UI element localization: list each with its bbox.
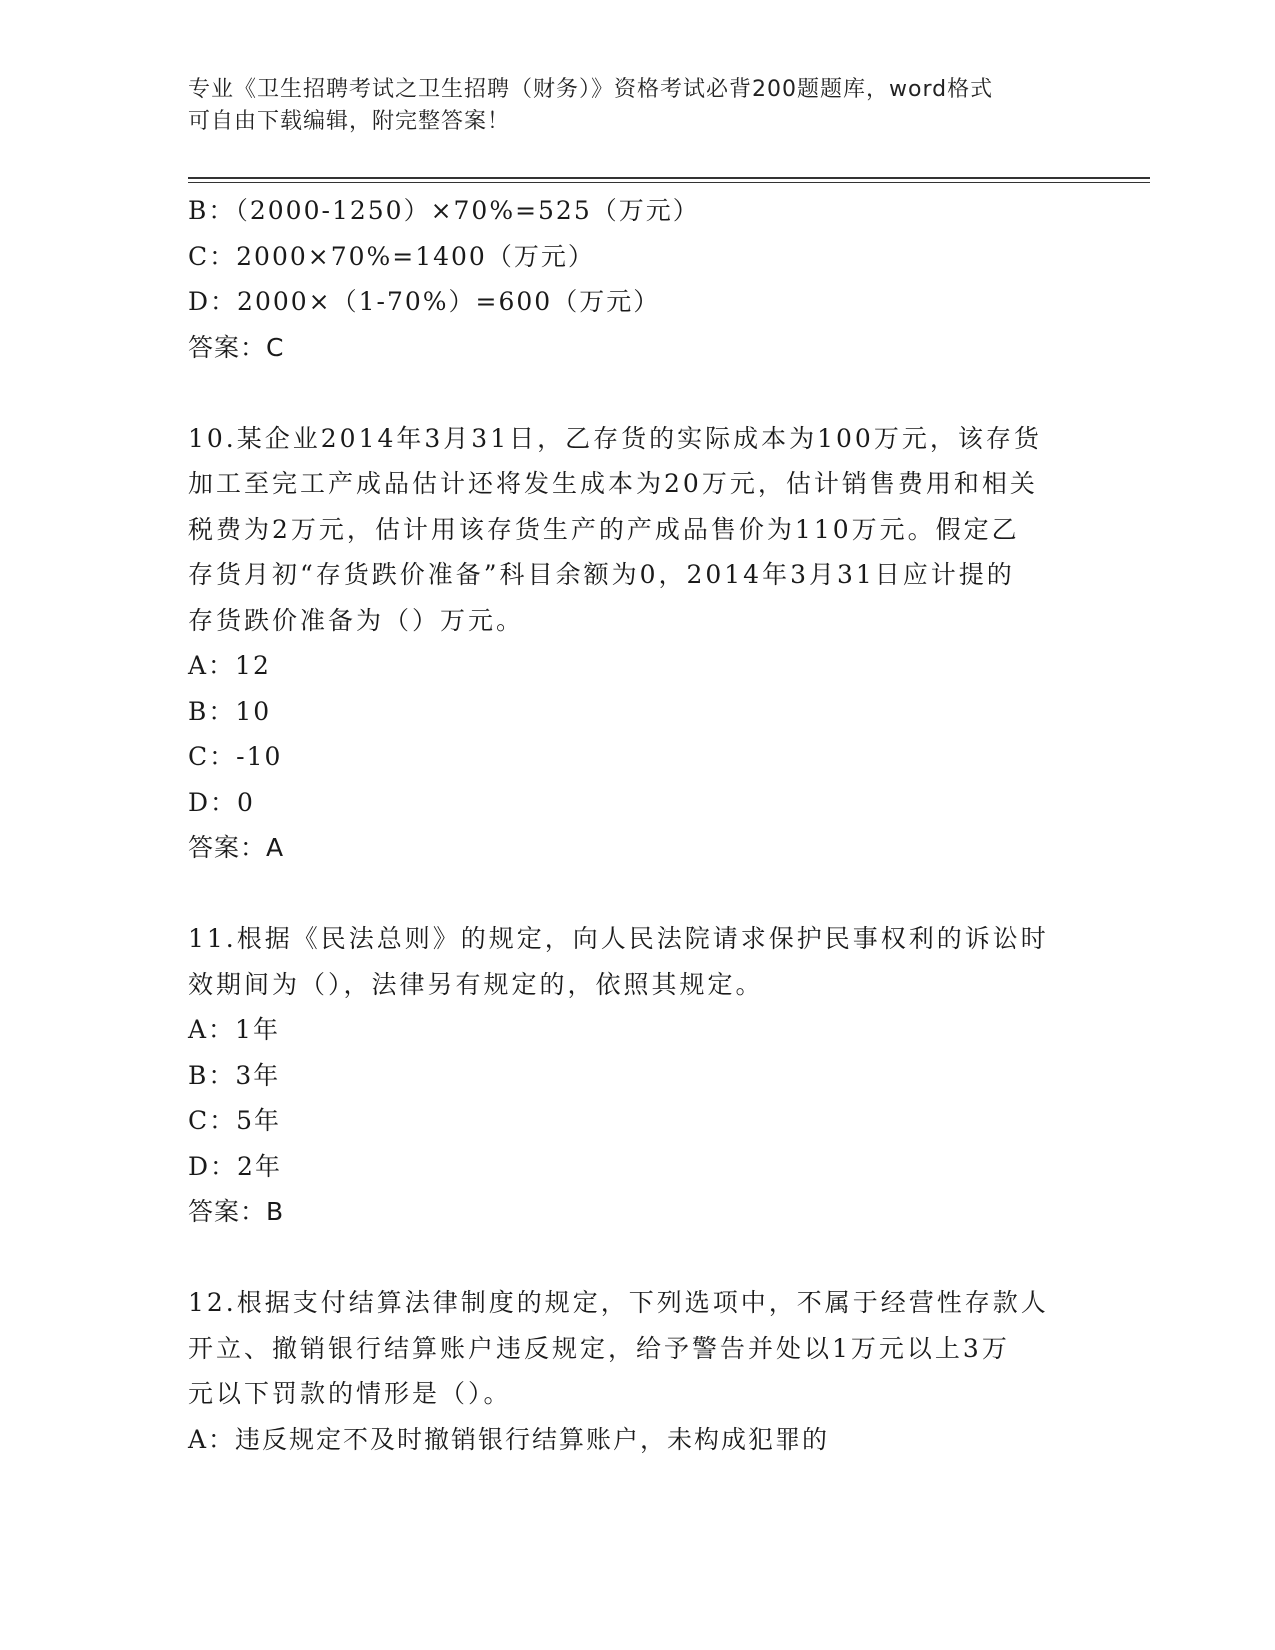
question-text-line: 存货月初“存货跌价准备”科目余额为0，2014年3月31日应计提的 [188, 560, 1015, 589]
question-text-line: 12.根据支付结算法律制度的规定，下列选项中，不属于经营性存款人 [188, 1288, 1049, 1317]
option-b: B：10 [188, 696, 272, 726]
question-10 [188, 416, 1078, 871]
header-title-line-1: 专业《卫生招聘考试之卫生招聘（财务）》资格考试必背200题题库，word格式 [188, 77, 994, 102]
spacer [188, 370, 1078, 416]
option-d: D：2年 [188, 1151, 282, 1181]
option-c: C：2000×70%=1400（万元） [188, 241, 595, 271]
answer-line: 答案：C [188, 332, 285, 362]
header-divider-thin [188, 182, 1150, 183]
question-text-line: 税费为2万元，估计用该存货生产的产成品售价为110万元。假定乙 [188, 514, 1020, 544]
question-text-line: 存货跌价准备为（）万元。 [188, 605, 525, 635]
question-text-line: 效期间为（），法律另有规定的，依照其规定。 [188, 969, 764, 999]
option-a: A：1年 [188, 1015, 280, 1044]
spacer [188, 871, 1078, 917]
question-text-line: 元以下罚款的情形是（）。 [188, 1379, 512, 1408]
question-content [188, 188, 1078, 1462]
option-a: A：12 [188, 651, 271, 680]
option-d: D：2000×（1-70%）=600（万元） [188, 287, 661, 316]
option-c: C：5年 [188, 1106, 282, 1135]
document-header [188, 74, 1088, 138]
header-divider-thick [188, 177, 1150, 179]
question-12 [188, 1280, 1078, 1462]
option-d: D：0 [188, 787, 255, 817]
question-text-line: 10.某企业2014年3月31日，乙存货的实际成本为100万元，该存货 [188, 423, 1042, 453]
option-c: C：-10 [188, 742, 283, 771]
question-text-line: 11.根据《民法总则》的规定，向人民法院请求保护民事权利的诉讼时 [188, 924, 1049, 953]
header-title-line-2: 可自由下载编辑，附完整答案！ [188, 109, 511, 134]
question-11 [188, 916, 1078, 1235]
spacer [188, 1235, 1078, 1281]
option-b: B：（2000-1250）×70%=525（万元） [188, 196, 700, 225]
option-b: B：3年 [188, 1060, 281, 1090]
question-text-line: 开立、撤销银行结算账户违反规定，给予警告并处以1万元以上3万 [188, 1333, 1010, 1363]
answer-line: 答案：A [188, 833, 285, 862]
answer-line: 答案：B [188, 1197, 285, 1226]
previous-question [188, 188, 1078, 370]
option-a: A：违反规定不及时撤销银行结算账户，未构成犯罪的 [188, 1424, 830, 1454]
question-text-line: 加工至完工产成品估计还将发生成本为20万元，估计销售费用和相关 [188, 469, 1038, 498]
